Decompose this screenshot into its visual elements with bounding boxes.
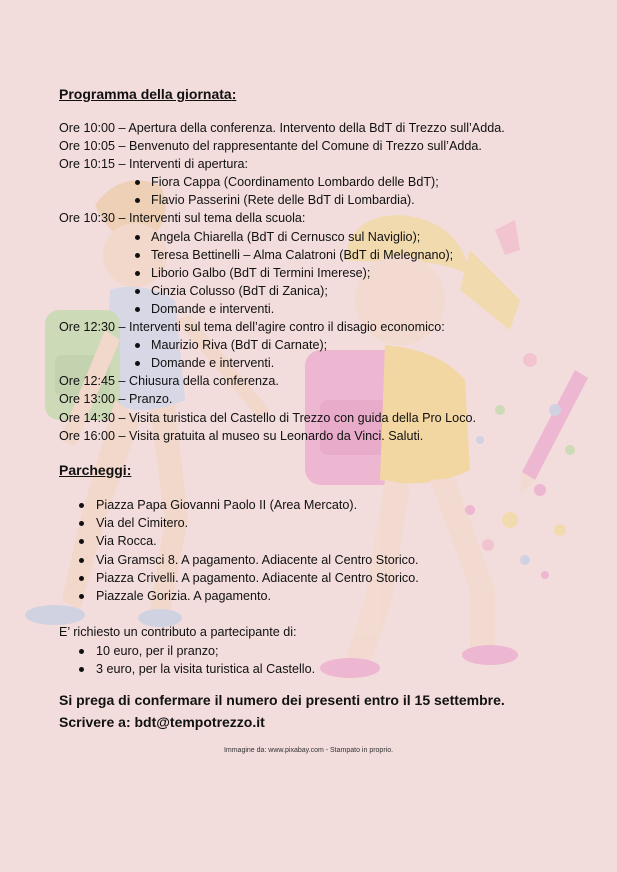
image-credit: Immagine da: www.pixabay.com - Stampato in proprio. [223,747,394,754]
schedule-line: Ore 10:30 – Interventi sul tema della scuola: [59,211,306,226]
parking-item: Piazza Papa Giovanni Paolo II (Area Mercato). [96,496,419,514]
schedule-speaker: Fiora Cappa (Coordinamento Lombardo delle BdT); [59,173,505,191]
parking-item: Piazzale Gorizia. A pagamento. [96,587,419,605]
contribution-item: 3 euro, per la visita turistica al Castello. [96,660,315,678]
program-heading-colon: : [231,86,237,102]
schedule-speaker: Flavio Passerini (Rete delle BdT di Lombardia). [59,191,505,209]
program-schedule [59,119,505,445]
parking-item: Via Gramsci 8. A pagamento. Adiacente al Centro Storico. [96,551,419,569]
schedule-line: Ore 10:15 – Interventi di apertura: [59,157,249,172]
contribution-item: 10 euro, per il pranzo; [96,642,315,660]
schedule-line: Ore 10:00 – Apertura della conferenza. Intervento della BdT di Trezzo sull’Adda. [59,121,505,135]
confirm-notice: Si prega di confermare il numero dei presenti entro il 15 settembre. [59,692,505,708]
schedule-speaker: Domande e interventi. [59,300,505,318]
contribution-intro: E’ richiesto un contributo a partecipante di: [59,625,297,639]
schedule-line: Ore 13:00 – Pranzo. [59,392,173,407]
schedule-line: Ore 14:30 – Visita turistica del Castello di Trezzo con guida della Pro Loco. [59,410,476,425]
parking-item: Via Rocca. [96,532,419,550]
schedule-speaker: Maurizio Riva (BdT di Carnate); [59,336,505,354]
schedule-speaker: Liborio Galbo (BdT di Termini Imerese); [59,264,505,282]
parking-heading-colon: : [126,462,132,478]
parking-list [96,496,419,605]
contact-email: Scrivere a: bdt@tempotrezzo.it [59,714,265,730]
program-heading [59,86,236,102]
schedule-line: Ore 12:45 – Chiusura della conferenza. [59,374,279,389]
schedule-line: Ore 12:30 – Interventi sul tema dell’agire contro il disagio economico: [59,320,445,335]
parking-item: Via del Cimitero. [96,514,419,532]
schedule-line: Ore 10:05 – Benvenuto del rappresentante del Comune di Trezzo sull’Adda. [59,139,482,154]
contribution-list [96,642,315,678]
parking-item: Piazza Crivelli. A pagamento. Adiacente al Centro Storico. [96,569,419,587]
schedule-speaker: Teresa Bettinelli – Alma Calatroni (BdT di Melegnano); [59,246,505,264]
schedule-speaker: Domande e interventi. [59,354,505,372]
parking-heading-text: Parcheggi [59,462,127,478]
schedule-line: Ore 16:00 – Visita gratuita al museo su Leonardo da Vinci. Saluti. [59,428,424,443]
parking-heading [59,462,131,478]
schedule-speaker: Cinzia Colusso (BdT di Zanica); [59,282,505,300]
schedule-speaker: Angela Chiarella (BdT di Cernusco sul Naviglio); [59,228,505,246]
program-heading-text: Programma della giornata [59,86,232,102]
